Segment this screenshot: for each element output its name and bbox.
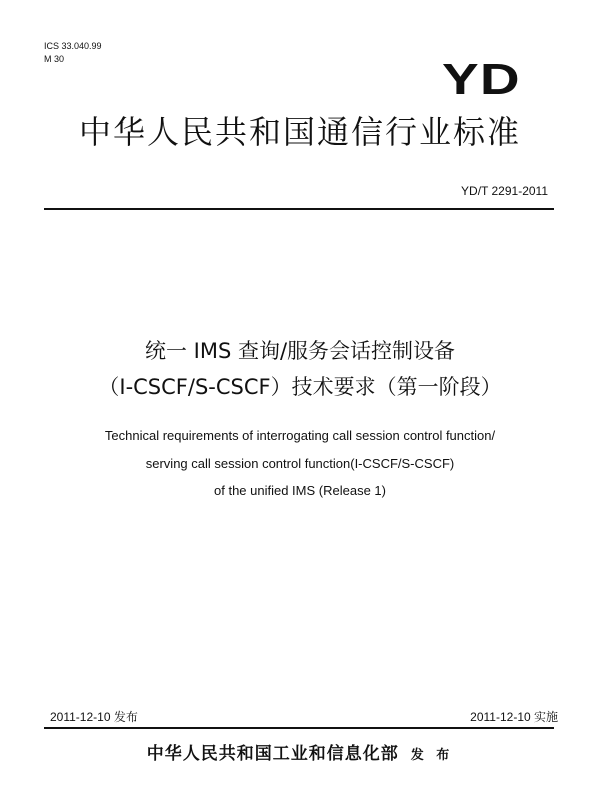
issue-date: 2011-12-10 发布 (50, 710, 138, 724)
publisher-action: 发 布 (410, 748, 454, 763)
standard-title: 中华人民共和国通信行业标准 (78, 113, 521, 151)
bottom-divider (44, 727, 554, 729)
english-title-line-2: serving call session control function(I-CSCF/S-CSCF) (145, 456, 455, 471)
implementation-date: 2011-12-10 实施 (470, 710, 558, 724)
top-divider (44, 208, 554, 210)
chinese-title-line-1: 统一 IMS 查询/服务会话控制设备 (144, 339, 456, 363)
standard-number: YD/T 2291-2011 (461, 184, 548, 198)
english-title-line-1: Technical requirements of interrogating call session control function/ (104, 428, 496, 443)
publisher-line (0, 739, 600, 764)
ccs-code: M 30 (44, 54, 65, 64)
english-title-line-3: of the unified IMS (Release 1) (214, 483, 386, 498)
yd-logo: YD (442, 55, 521, 104)
chinese-title-line-2: （I-CSCF/S-CSCF）技术要求（第一阶段） (98, 375, 502, 399)
ics-code: ICS 33.040.99 (44, 41, 102, 51)
publisher-name: 中华人民共和国工业和信息化部 (146, 744, 399, 764)
